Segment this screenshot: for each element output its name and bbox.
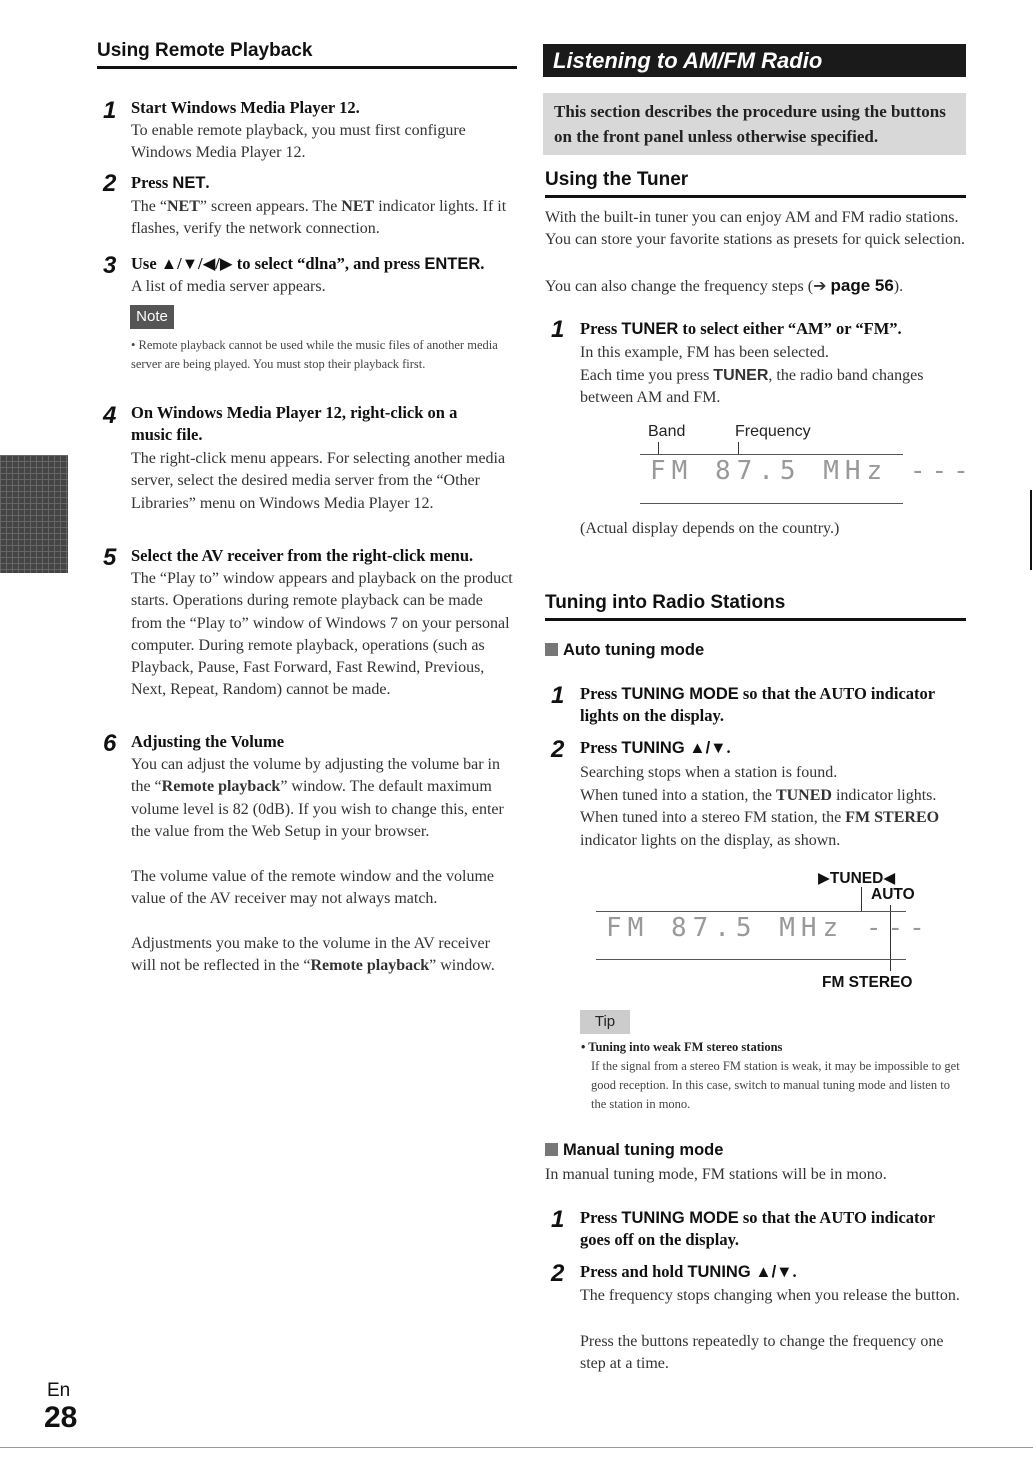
page-bottom-rule <box>0 1447 1033 1448</box>
text-span: ” window. <box>429 957 495 975</box>
language-label: En <box>47 1380 71 1401</box>
text-span: Press and hold <box>580 1262 688 1281</box>
step-body: The “Play to” window appears and playback on the product starts. Operations during remote playback can be made from the “Play to” window of Windows 7 on your personal computer. During remote playback, operations (such as Playback, Pause, Fast Forward, Fast Rewind, Previous, Next, Repeat, Random) cannot be made. <box>131 570 513 699</box>
text-span: . <box>480 254 485 273</box>
button-name: TUNING ▲/▼ <box>621 739 727 757</box>
subheading-auto-tuning <box>545 641 704 660</box>
step-title: Select the AV receiver from the right-click menu. <box>131 546 474 565</box>
tip-label: Tip <box>580 1010 630 1034</box>
step-title: Adjusting the Volume <box>131 732 285 751</box>
display-label-frequency: Frequency <box>735 423 811 440</box>
text-span: Auto tuning mode <box>563 641 705 659</box>
text-bold: FM STEREO <box>845 809 940 827</box>
step-number: 1 <box>551 682 565 709</box>
button-name: TUNER <box>621 320 679 338</box>
text-span: , the radio band changes between AM and FM. <box>580 367 924 407</box>
text-span: The “ <box>131 198 167 215</box>
text-span: Press <box>131 173 173 192</box>
step-number: 1 <box>551 316 565 343</box>
pointer-line <box>658 442 659 454</box>
step-body <box>131 196 517 241</box>
text-span: Manual tuning mode <box>563 1141 724 1159</box>
step-number: 1 <box>103 97 117 124</box>
step-title <box>131 172 517 194</box>
step-body: Searching stops when a station is found. <box>580 764 838 781</box>
intro-text: This section describes the procedure using the buttons on the front panel unless otherwise specified. <box>554 102 946 146</box>
pointer-line <box>861 887 862 911</box>
button-name: TUNING MODE <box>621 685 739 703</box>
step-body <box>131 754 517 843</box>
square-bullet-icon <box>545 1143 558 1156</box>
note-label: Note <box>130 305 174 329</box>
heading-tuning-radio: Tuning into Radio Stations <box>545 592 966 621</box>
text-span: Press <box>580 1208 622 1227</box>
text-span: . <box>726 738 731 757</box>
text-span: Use ▲/▼/◀/▶ to select “dlna”, and press <box>131 254 425 273</box>
step-body: The frequency stops changing when you release the button. <box>580 1287 960 1304</box>
text-span: so that the AUTO indicator goes off on the display. <box>580 1208 935 1249</box>
step-body: A list of media server appears. <box>131 278 326 295</box>
heading-using-tuner: Using the Tuner <box>545 169 966 198</box>
display-label-band: Band <box>648 423 686 440</box>
manual-paragraph: In manual tuning mode, FM stations will be in mono. <box>545 1166 887 1183</box>
step-body-paragraph <box>131 933 517 978</box>
step-number: 2 <box>103 170 117 197</box>
step-title <box>580 1207 966 1251</box>
indicator-tuned: ▶TUNED◀ <box>818 870 896 887</box>
indicator-fm-stereo: FM STEREO <box>822 974 913 991</box>
step-number: 5 <box>103 544 117 571</box>
tip-body: If the signal from a stereo FM station is weak, it may be impossible to get good reception. In this case, switch to manual tuning mode and listen to the station in mono. <box>591 1059 960 1111</box>
section-banner: Listening to AM/FM Radio <box>543 44 966 77</box>
square-bullet-icon <box>545 643 558 656</box>
edge-marker <box>1030 490 1032 570</box>
page-reference-link[interactable]: page 56 <box>830 276 894 295</box>
step-title: On Windows Media Player 12, right-click on a music file. <box>131 403 458 444</box>
text-bold: NET <box>341 198 375 215</box>
step-number: 2 <box>551 1260 565 1287</box>
text-span: Adjustments you make to the volume in the AV receiver will not be reflected in the “ <box>131 935 490 975</box>
step-title <box>580 683 966 727</box>
text-span: When tuned into a station, the <box>580 787 776 804</box>
step-title <box>131 253 531 275</box>
text-span: Each time you press <box>580 367 714 384</box>
lcd-display: FM 87.5 MHz --- <box>606 913 931 943</box>
text-span: indicator lights on the display, as shown. <box>580 831 841 849</box>
text-span: indicator lights. When tuned into a stereo FM station, the <box>580 787 937 827</box>
text-span: . <box>205 173 210 192</box>
tip-text <box>581 1038 966 1114</box>
text-span: Press <box>580 684 622 703</box>
button-name: ENTER <box>424 255 481 273</box>
step-body <box>580 365 966 410</box>
step-number: 6 <box>103 730 117 757</box>
text-bold: TUNED <box>775 787 832 804</box>
button-name: TUNING MODE <box>621 1209 739 1227</box>
tuner-paragraph: With the built-in tuner you can enjoy AM and FM radio stations. You can store your favorite stations as presets for quick selection. <box>545 209 966 249</box>
step-title: Start Windows Media Player 12. <box>131 98 360 117</box>
step-title <box>580 737 966 759</box>
text-bold: Remote playback <box>161 778 281 796</box>
section-heading-remote-playback: Using Remote Playback <box>97 40 517 69</box>
text-span: to select either “AM” or “FM”. <box>678 319 902 338</box>
step-body: In this example, FM has been selected. <box>580 344 829 361</box>
section-tab-marker <box>0 455 68 573</box>
tuner-paragraph-2 <box>545 275 966 298</box>
text-span: You can also change the frequency steps (➔ <box>545 278 831 295</box>
step-number: 2 <box>551 736 565 763</box>
step-title <box>580 1261 966 1283</box>
page-number: 28 <box>44 1401 78 1434</box>
step-body: To enable remote playback, you must first configure Windows Media Player 12. <box>131 122 466 162</box>
indicator-auto: AUTO <box>871 886 915 903</box>
pointer-line <box>738 442 739 454</box>
text-span: ” window. The default maximum volume level is 82 (0dB). If you wish to change this, enter the value from the Web Setup in your browser. <box>131 778 504 840</box>
subheading-manual-tuning <box>545 1141 723 1160</box>
text-bold: Remote playback <box>310 957 430 975</box>
button-name: NET <box>172 174 206 192</box>
text-bold: NET <box>166 198 200 215</box>
step-body-paragraph: The volume value of the remote window and the volume value of the AV receiver may not always match. <box>131 868 495 908</box>
step-body: The right-click menu appears. For selecting another media server, select the desired media server from the “Other Libraries” menu on Windows Media Player 12. <box>131 450 506 512</box>
step-body: Press the buttons repeatedly to change the frequency one step at a time. <box>580 1333 944 1373</box>
text-span: Press <box>580 738 622 757</box>
text-span: Press <box>580 319 622 338</box>
display-frame-top <box>640 454 903 455</box>
text-span: . <box>792 1262 797 1281</box>
text-span: ” screen appears. The <box>199 198 342 215</box>
tip-title: • Tuning into weak FM stereo stations <box>581 1040 783 1054</box>
lcd-display: FM 87.5 MHz --- <box>650 456 975 486</box>
display-frame-bottom <box>640 503 903 504</box>
step-title <box>580 318 966 340</box>
step-number: 4 <box>103 402 117 429</box>
note-text: • Remote playback cannot be used while the music files of another media server are being played. You must stop their playback first. <box>131 338 498 371</box>
step-number: 3 <box>103 252 117 279</box>
text-span: ). <box>893 278 904 295</box>
display-frame-top <box>596 911 906 912</box>
button-name: TUNER <box>713 367 769 384</box>
step-number: 1 <box>551 1206 565 1233</box>
step-body <box>580 785 966 852</box>
text-span: indicator lights. If it flashes, verify the network connection. <box>131 198 507 238</box>
text-span: You can adjust the volume by adjusting the volume bar in the “ <box>131 756 500 796</box>
display-caption: (Actual display depends on the country.) <box>580 520 840 537</box>
button-name: TUNING ▲/▼ <box>687 1263 793 1281</box>
display-frame-bottom <box>596 959 906 960</box>
text-span: so that the AUTO indicator lights on the display. <box>580 684 935 725</box>
